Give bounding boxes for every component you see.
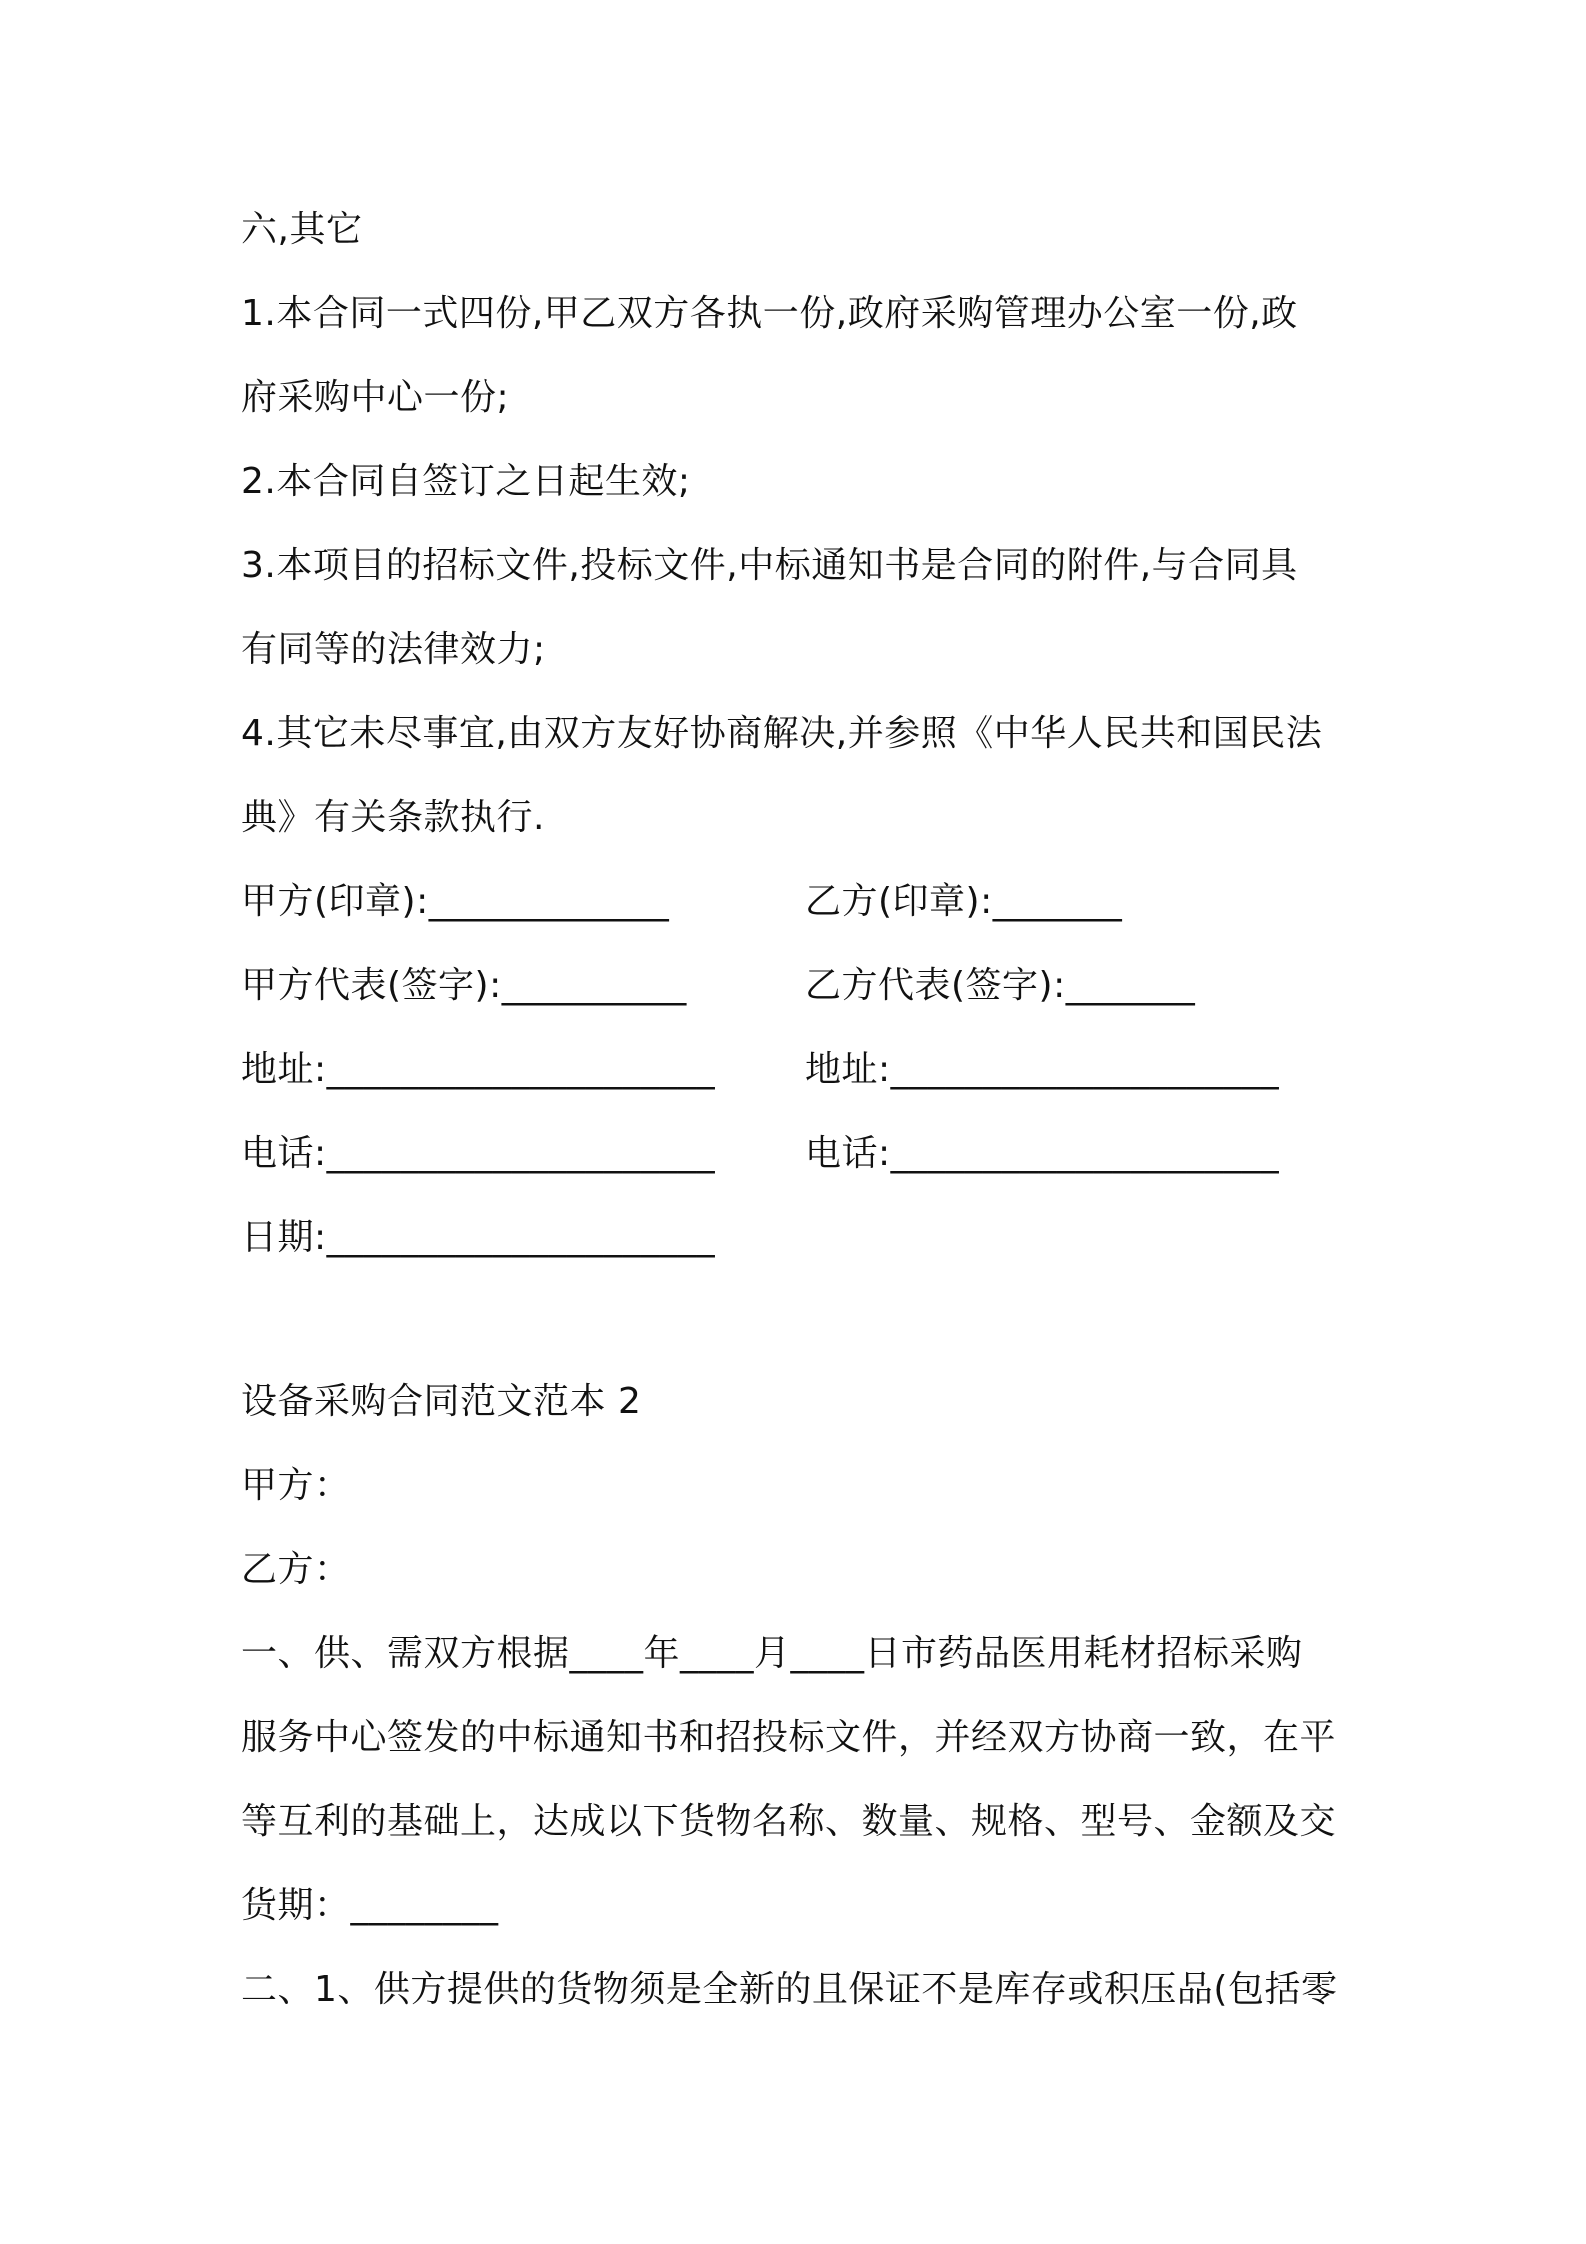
clause-2-line-1: 二、1、供方提供的货物须是全新的且保证不是库存或积压品(包括零 — [241, 1969, 1338, 2010]
party-a-representative-field: 甲方代表(签字):__________ — [241, 965, 687, 1006]
date-field: 日期:_____________________ — [241, 1217, 716, 1258]
clause-item-3-line-1: 3.本项目的招标文件,投标文件,中标通知书是合同的附件,与合同具 — [241, 545, 1298, 586]
party-b-seal-field: 乙方(印章):_______ — [805, 881, 1123, 922]
clause-item-1-line-1: 1.本合同一式四份,甲乙双方各执一份,政府采购管理办公室一份,政 — [241, 293, 1298, 334]
party-a-seal-field: 甲方(印章):_____________ — [241, 881, 670, 922]
clause-1-line-1: 一、供、需双方根据____年____月____日市药品医用耗材招标采购 — [241, 1633, 1303, 1674]
clause-item-3-line-2: 有同等的法律效力; — [241, 629, 546, 670]
template-2-party-b: 乙方： — [241, 1549, 351, 1590]
clause-1-line-4: 货期：________ — [241, 1885, 499, 1926]
clause-1-line-2: 服务中心签发的中标通知书和招投标文件，并经双方协商一致，在平 — [241, 1717, 1337, 1758]
party-a-address-field: 地址:_____________________ — [241, 1049, 716, 1090]
clause-item-1-line-2: 府采购中心一份; — [241, 377, 510, 418]
template-2-party-a: 甲方： — [241, 1465, 351, 1506]
party-b-address-field: 地址:_____________________ — [805, 1049, 1280, 1090]
party-b-phone-field: 电话:_____________________ — [805, 1133, 1280, 1174]
clause-item-4-line-1: 4.其它未尽事宜,由双方友好协商解决,并参照《中华人民共和国民法 — [241, 713, 1323, 754]
party-a-phone-field: 电话:_____________________ — [241, 1133, 716, 1174]
party-b-representative-field: 乙方代表(签字):_______ — [805, 965, 1196, 1006]
section-heading: 六,其它 — [241, 209, 363, 250]
clause-item-2: 2.本合同自签订之日起生效; — [241, 461, 691, 502]
template-2-title: 设备采购合同范文范本 2 — [241, 1381, 642, 1422]
clause-item-4-line-2: 典》有关条款执行. — [241, 797, 545, 838]
clause-1-line-3: 等互利的基础上，达成以下货物名称、数量、规格、型号、金额及交 — [241, 1801, 1337, 1842]
